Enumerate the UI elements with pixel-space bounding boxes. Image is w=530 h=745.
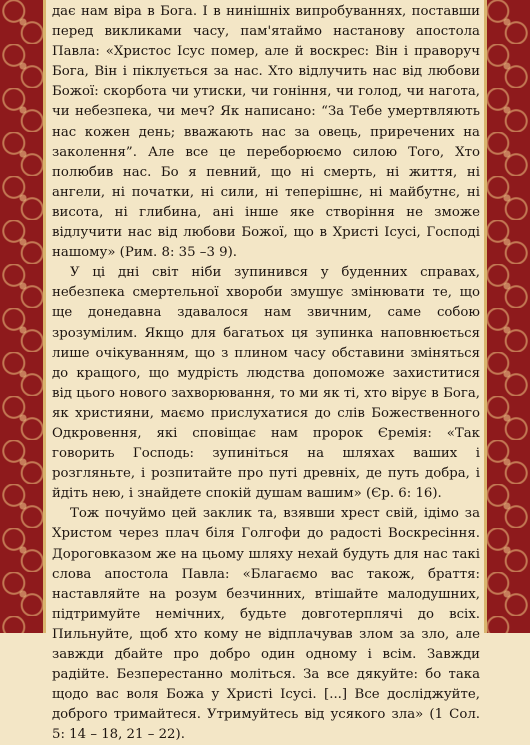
paragraph: У ці дні світ ніби зупинився у буденних справах, небезпека смертельної хвороби змушує змінювати те, що ще донедавна здавалося нам звичним, саме собою зрозумілим. Якщо для багатьох ця зупинка наповнюється лише очікуванням, що з плином часу обставини зміняться до кращого, що мудрість людства допоможе захиститися від цього нового захворювання, то ми як ті, хто вірує в Бога, як християни, маємо прислухатися до слів Божественного Одкровення, які сповіщає нам пророк Єремія: «Так говорить Господь: зупиніться на шляхах ваших і розгляньте, і розпитайте про путі древніх, де путь добра, і йдіть нею, і знайдете спокій душам вашим» (Єр. 6: 16). [52, 265, 480, 502]
document-text [52, 2, 480, 745]
ornamental-border-right [484, 0, 530, 633]
paragraph: дає нам віра в Бога. І в нинішніх випробуваннях, поставши перед викликами часу, пам'ятаймо настанову апостола Павла: «Христос Ісус помер, але й воскрес: Він і праворуч Бога, Він і піклується за нас. Хто відлучить нас від любови Божої: скорбота чи утиски, чи гоніння, чи голод, чи нагота, чи небезпека, чи меч? Як написано: “За Тебе умертвляють нас кожен день; вважають нас за овець, приречених на заколення”. Але все це переборюємо силою Того, Хто полюбив нас. Бо я певний, що ні смерть, ні життя, ні ангели, ні початки, ні сили, ні теперішнє, ні майбутнє, ні висота, ні глибина, ані інше яке створіння не зможе відлучити нас від любови Божої, що в Христі Ісусі, Господі нашому» (Рим. 8: 35 –3 9). [52, 4, 480, 261]
ornamental-border-left [0, 0, 46, 633]
paragraph: Тож почуймо цей заклик та, взявши хрест свій, ідімо за Христом через плач біля Голгофи до радості Воскресіння. Дороговказом же на цьому шляху нехай будуть для нас такі слова апостола Павла: «Благаємо вас також, браття: наставляйте на розум безчинних, втішайте малодушних, підтримуйте немічних, будьте довготерплячі до всіх. Пильнуйте, щоб хто кому не відплачував злом за зло, але завжди дбайте про добро один одному і всім. Завжди радійте. Безперестанно моліться. За все дякуйте: бо така щодо вас воля Божа у Христі Ісусі. [...] Все досліджуйте, доброго тримайтеся. Утримуйтесь від усякого зла» (1 Сол. 5: 14 – 18, 21 – 22). [52, 506, 480, 743]
